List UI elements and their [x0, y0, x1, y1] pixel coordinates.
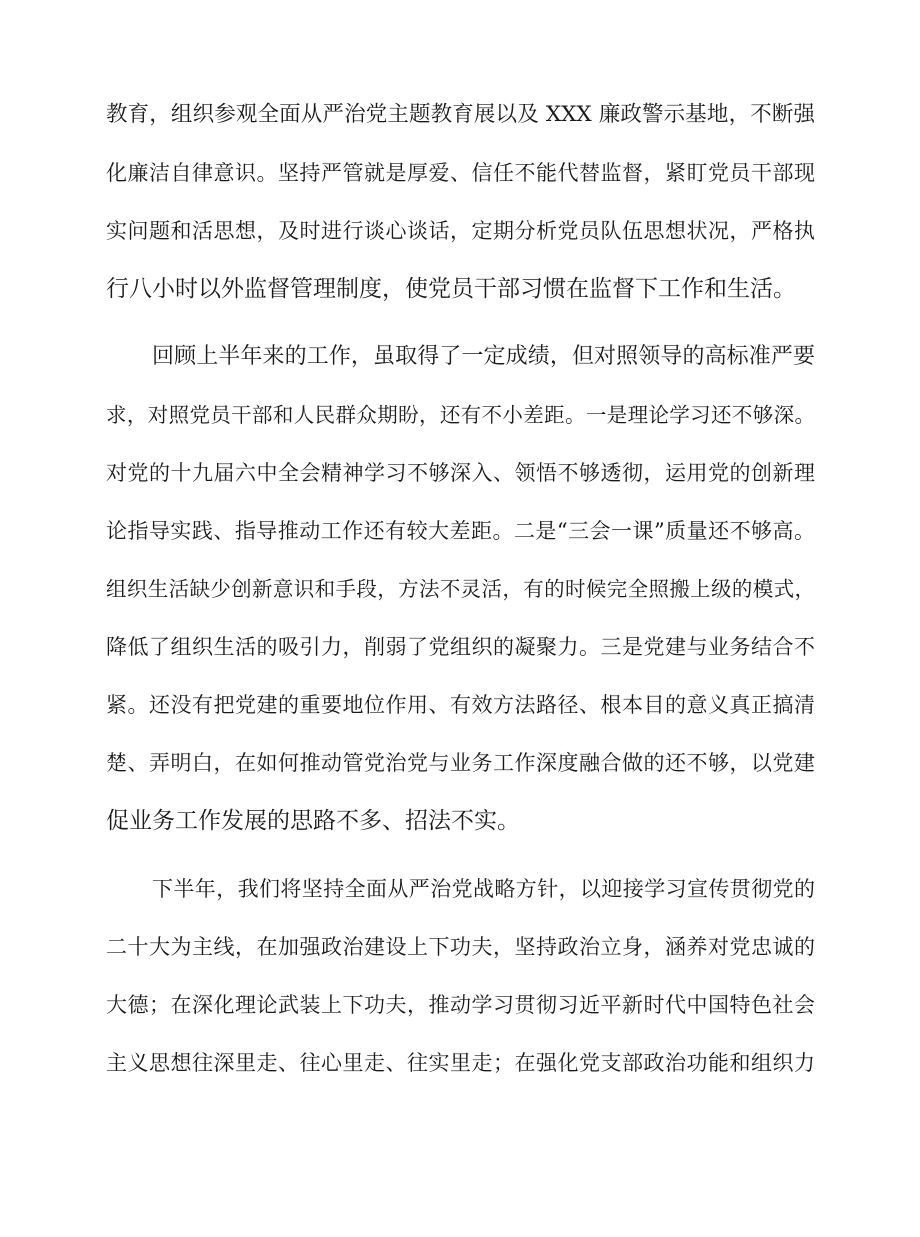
- text-line: 楚、弄明白，在如何推动管党治党与业务工作深度融合做的还不够，以党建: [106, 751, 815, 775]
- text-line: 回顾上半年来的工作，虽取得了一定成绩，但对照领导的高标准严要: [152, 344, 815, 369]
- text-line: 化廉洁自律意识。坚持严管就是厚爱、信任不能代替监督，紧盯党员干部现: [106, 161, 815, 185]
- text-line: 主义思想往深里走、往心里走、往实里走；在强化党支部政治功能和组织力: [106, 1051, 815, 1075]
- text-line: 实问题和活思想，及时进行谈心谈话，定期分析党员队伍思想状况，严格执: [106, 219, 815, 243]
- text-line: 求，对照党员干部和人民群众期盼，还有不小差距。一是理论学习还不够深。: [106, 403, 815, 427]
- text-line: 促业务工作发展的思路不多、招法不实。: [106, 808, 520, 834]
- text-line: 大德；在深化理论武装上下功夫，推动学习贯彻习近平新时代中国特色社会: [106, 993, 815, 1017]
- text-line: 论指导实践、指导推动工作还有较大差距。二是“三会一课”质量还不够高。: [106, 519, 815, 543]
- text-line: 教育，组织参观全面从严治党主题教育展以及 XXX 廉政警示基地，不断强: [106, 102, 815, 127]
- text-line: 紧。还没有把党建的重要地位作用、有效方法路径、根本目的意义真正搞清: [106, 693, 815, 717]
- text-line: 二十大为主线，在加强政治建设上下功夫，坚持政治立身，涵养对党忠诚的: [106, 935, 815, 959]
- text-line: 降低了组织生活的吸引力，削弱了党组织的凝聚力。三是党建与业务结合不: [106, 635, 815, 659]
- text-line: 行八小时以外监督管理制度，使党员干部习惯在监督下工作和生活。: [106, 276, 796, 302]
- text-line: 对党的十九届六中全会精神学习不够深入、领悟不够透彻，运用党的创新理: [106, 461, 815, 485]
- text-line: 下半年，我们将坚持全面从严治党战略方针，以迎接学习宣传贯彻党的: [152, 877, 815, 901]
- text-line: 组织生活缺少创新意识和手段，方法不灵活，有的时候完全照搬上级的模式，: [106, 577, 815, 601]
